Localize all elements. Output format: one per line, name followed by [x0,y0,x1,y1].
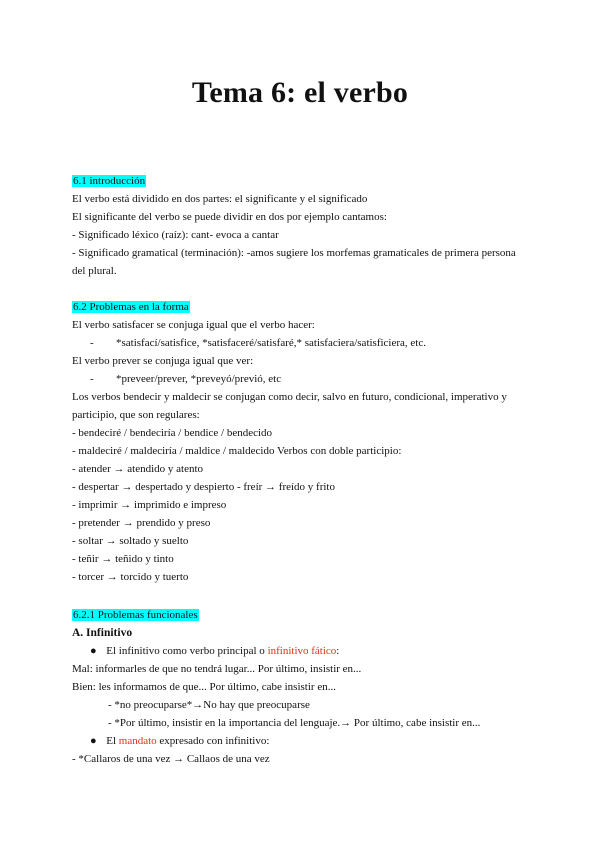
list-item-text: *preveer/prever, *preveyó/previó, etc [116,373,282,385]
red-term: mandato [118,735,157,747]
paragraph-line: Bien: les informamos de que... Por último, cabe insistir en... [72,681,336,693]
highlight: 6.1 introducción [73,175,146,187]
section-heading-6-2 [72,298,190,316]
section-heading-6-1 [72,172,146,190]
paragraph-line: El verbo prever se conjuga igual que ver: [72,355,254,367]
highlight: 6.2.1 Problemas funcionales [73,609,198,621]
dash-marker: - [90,337,94,349]
paragraph-line: - atender → atendido y atento [72,463,204,475]
bullet-text-end: : [336,645,340,657]
paragraph-line: - soltar → soltado y suelto [72,535,189,547]
paragraph-line: - pretender → prendido y preso [72,517,211,529]
bullet-item [90,732,269,750]
paragraph-line: - teñir → teñido y tinto [72,553,174,565]
subheading-infinitivo: A. Infinitivo [72,627,133,639]
paragraph-line: - bendeciré / bendeciría / bendice / bendecido [72,427,273,439]
paragraph-line: El verbo satisfacer se conjuga igual que el verbo hacer: [72,319,315,331]
paragraph-line: El significante del verbo se puede dividir en dos por ejemplo cantamos: [72,211,387,223]
indented-list-item [72,334,426,352]
section-heading-6-2-1 [72,606,199,624]
paragraph-line: - Significado léxico (raíz): cant- evoca a cantar [72,229,279,241]
sub-item: - *no preocuparse*→No hay que preocuparse [108,699,310,711]
bullet-icon: ● [90,645,97,657]
paragraph-line: Mal: informarles de que no tendrá lugar... Por último, insistir en... [72,663,362,675]
bullet-text: El infinitivo como verbo principal o [106,645,268,657]
paragraph-line: - torcer → torcido y tuerto [72,571,189,583]
page-title: Tema 6: el verbo [191,76,409,109]
bullet-text-end: expresado con infinitivo: [156,735,270,747]
bullet-text: El [106,735,119,747]
paragraph-line: - *Callaros de una vez → Callaos de una vez [72,753,270,765]
dash-marker: - [90,373,94,385]
paragraph-line: - imprimir → imprimido e impreso [72,499,227,511]
red-term: infinitivo fático [267,645,337,657]
paragraph-line: - maldeciré / maldeciría / maldice / maldecido Verbos con doble participio: [72,445,402,457]
highlight: 6.2 Problemas en la forma [73,301,189,313]
indented-list-item [72,370,281,388]
bullet-icon: ● [90,735,97,747]
paragraph-line: El verbo está dividido en dos partes: el significante y el significado [72,193,368,205]
sub-item: - *Por último, insistir en la importancia del lenguaje.→ Por último, cabe insistir en... [108,717,481,729]
list-item-text: *satisfací/satisfice, *satisfaceré/satisfaré,* satisfaciera/satisficiera, etc. [116,337,426,349]
paragraph-line: participio, que son regulares: [72,409,200,421]
bullet-item [90,642,339,660]
paragraph-line: del plural. [72,265,117,277]
paragraph-line: - despertar → despertado y despierto - freír → freído y frito [72,481,335,493]
paragraph-line: - Significado gramatical (terminación): -amos sugiere los morfemas gramaticales de primera persona [72,247,516,259]
paragraph-line: Los verbos bendecir y maldecir se conjugan como decir, salvo en futuro, condicional, imperativo y [72,391,507,403]
